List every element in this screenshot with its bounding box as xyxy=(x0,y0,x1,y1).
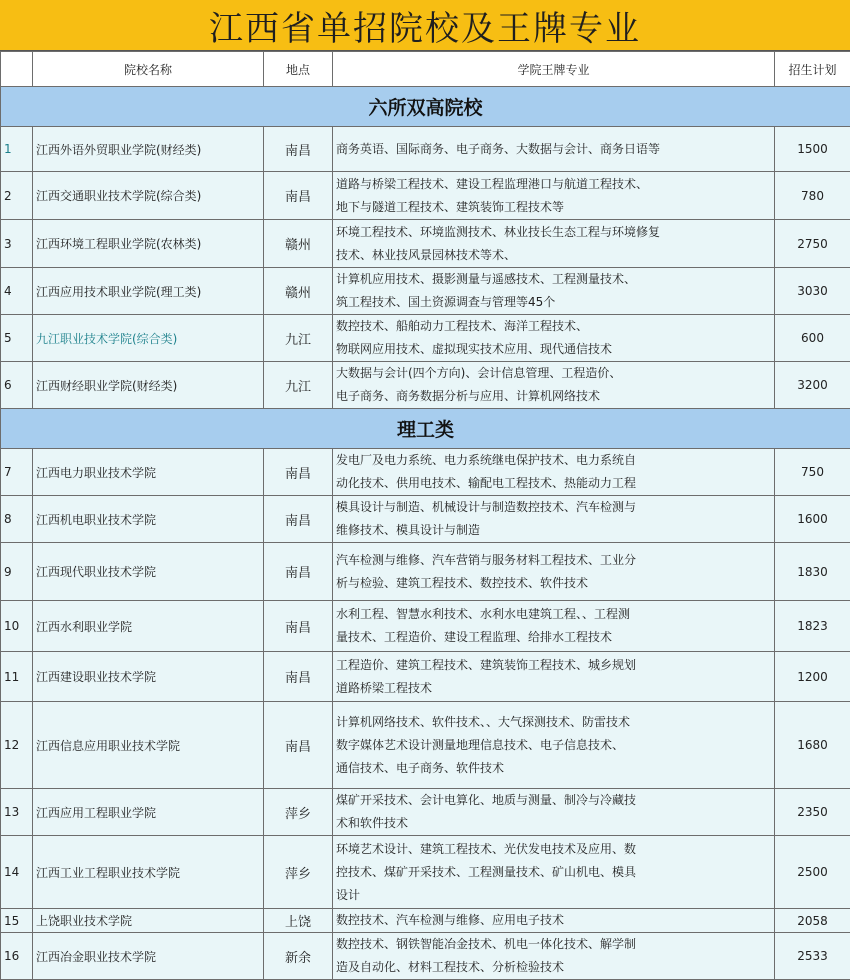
section-label: 理工类 xyxy=(1,409,850,449)
majors-cell xyxy=(333,601,775,652)
row-number: 11 xyxy=(1,652,33,702)
major-line: 计算机应用技术、摄影测量与遥感技术、工程测量技术、 xyxy=(336,268,774,291)
school-city: 南昌 xyxy=(264,496,333,543)
row-number: 8 xyxy=(1,496,33,543)
enrollment-plan: 3030 xyxy=(775,268,850,315)
row-number: 4 xyxy=(1,268,33,315)
enrollment-plan: 1200 xyxy=(775,652,850,702)
major-line: 地下与隧道工程技术、建筑装饰工程技术等 xyxy=(336,196,774,219)
major-line: 发电厂及电力系统、电力系统继电保护技术、电力系统自 xyxy=(336,449,774,472)
majors-cell xyxy=(333,449,775,496)
school-city: 萍乡 xyxy=(264,789,333,836)
major-line: 造及自动化、材料工程技术、分析检验技术 xyxy=(336,956,774,979)
table-row xyxy=(1,172,850,220)
major-line: 量技术、工程造价、建设工程监理、给排水工程技术 xyxy=(336,626,774,649)
row-number: 12 xyxy=(1,702,33,789)
school-city: 九江 xyxy=(264,362,333,409)
school-name: 江西财经职业学院(财经类) xyxy=(33,362,264,409)
header-row xyxy=(1,52,850,87)
header-name: 院校名称 xyxy=(33,52,264,87)
table-row xyxy=(1,933,850,980)
major-line: 计算机网络技术、软件技术、、大气探测技术、防雷技术 xyxy=(336,711,774,734)
table-row xyxy=(1,362,850,409)
row-number: 13 xyxy=(1,789,33,836)
section-row xyxy=(1,409,850,449)
school-city: 萍乡 xyxy=(264,836,333,909)
school-name: 江西电力职业技术学院 xyxy=(33,449,264,496)
school-name: 江西工业工程职业技术学院 xyxy=(33,836,264,909)
majors-cell xyxy=(333,315,775,362)
major-line: 通信技术、电子商务、软件技术 xyxy=(336,757,774,780)
school-name: 江西环境工程职业学院(农林类) xyxy=(33,220,264,268)
major-line: 道路与桥梁工程技术、建设工程监理港口与航道工程技术、 xyxy=(336,173,774,196)
major-line: 维修技术、模具设计与制造 xyxy=(336,519,774,542)
major-line: 水利工程、智慧水利技术、水利水电建筑工程、、工程测 xyxy=(336,603,774,626)
school-city: 赣州 xyxy=(264,220,333,268)
major-line: 控技术、煤矿开采技术、工程测量技术、矿山机电、模具 xyxy=(336,861,774,884)
major-line: 数控技术、钢铁智能冶金技术、机电一体化技术、解学制 xyxy=(336,933,774,956)
row-number: 10 xyxy=(1,601,33,652)
school-city: 南昌 xyxy=(264,449,333,496)
school-name: 江西冶金职业技术学院 xyxy=(33,933,264,980)
majors-cell xyxy=(333,496,775,543)
majors-cell xyxy=(333,789,775,836)
school-name: 江西交通职业技术学院(综合类) xyxy=(33,172,264,220)
major-line: 模具设计与制造、机械设计与制造数控技术、汽车检测与 xyxy=(336,496,774,519)
header-plan: 招生计划 xyxy=(775,52,850,87)
table-row xyxy=(1,909,850,933)
major-line: 数控技术、汽车检测与维修、应用电子技术 xyxy=(336,909,774,932)
enrollment-plan: 780 xyxy=(775,172,850,220)
table-row xyxy=(1,127,850,172)
school-name: 江西外语外贸职业学院(财经类) xyxy=(33,127,264,172)
table-row xyxy=(1,268,850,315)
enrollment-plan: 600 xyxy=(775,315,850,362)
school-city: 南昌 xyxy=(264,652,333,702)
table-row xyxy=(1,543,850,601)
enrollment-plan: 1680 xyxy=(775,702,850,789)
row-number: 1 xyxy=(1,127,33,172)
enrollment-plan: 1823 xyxy=(775,601,850,652)
enrollment-plan: 2058 xyxy=(775,909,850,933)
majors-cell xyxy=(333,836,775,909)
school-city: 九江 xyxy=(264,315,333,362)
enrollment-plan: 2750 xyxy=(775,220,850,268)
majors-cell xyxy=(333,702,775,789)
school-name: 江西现代职业技术学院 xyxy=(33,543,264,601)
major-line: 道路桥梁工程技术 xyxy=(336,677,774,700)
header-num xyxy=(1,52,33,87)
major-line: 术和软件技术 xyxy=(336,812,774,835)
row-number: 16 xyxy=(1,933,33,980)
section-label: 六所双高院校 xyxy=(1,87,850,127)
header-majors: 学院王牌专业 xyxy=(333,52,775,87)
major-line: 电子商务、商务数据分析与应用、计算机网络技术 xyxy=(336,385,774,408)
majors-cell xyxy=(333,268,775,315)
table-row xyxy=(1,836,850,909)
school-name: 上饶职业技术学院 xyxy=(33,909,264,933)
majors-cell xyxy=(333,172,775,220)
majors-cell xyxy=(333,220,775,268)
enrollment-plan: 2500 xyxy=(775,836,850,909)
major-line: 动化技术、供用电技术、输配电工程技术、热能动力工程 xyxy=(336,472,774,495)
major-line: 数字媒体艺术设计测量地理信息技术、电子信息技术、 xyxy=(336,734,774,757)
header-city: 地点 xyxy=(264,52,333,87)
enrollment-plan: 1600 xyxy=(775,496,850,543)
enrollment-plan: 3200 xyxy=(775,362,850,409)
major-line: 析与检验、建筑工程技术、数控技术、软件技术 xyxy=(336,572,774,595)
major-line: 环境工程技术、环境监测技术、林业技长生态工程与环境修复 xyxy=(336,221,774,244)
school-city: 南昌 xyxy=(264,702,333,789)
major-line: 物联网应用技术、虚拟现实技术应用、现代通信技术 xyxy=(336,338,774,361)
table-row xyxy=(1,652,850,702)
row-number: 2 xyxy=(1,172,33,220)
school-city: 南昌 xyxy=(264,601,333,652)
enrollment-plan: 2533 xyxy=(775,933,850,980)
major-line: 筑工程技术、国土资源调查与管理等45个 xyxy=(336,291,774,314)
row-number: 6 xyxy=(1,362,33,409)
major-line: 商务英语、国际商务、电子商务、大数据与会计、商务日语等 xyxy=(336,138,774,161)
enrollment-plan: 750 xyxy=(775,449,850,496)
table-row xyxy=(1,449,850,496)
schools-table xyxy=(0,51,850,980)
table-row xyxy=(1,702,850,789)
majors-cell xyxy=(333,362,775,409)
row-number: 5 xyxy=(1,315,33,362)
page-title: 江西省单招院校及王牌专业 xyxy=(0,0,850,51)
majors-cell xyxy=(333,652,775,702)
enrollment-plan: 1500 xyxy=(775,127,850,172)
table-row xyxy=(1,496,850,543)
enrollment-plan: 2350 xyxy=(775,789,850,836)
major-line: 设计 xyxy=(336,884,774,907)
school-city: 南昌 xyxy=(264,172,333,220)
major-line: 煤矿开采技术、会计电算化、地质与测量、制冷与冷藏技 xyxy=(336,789,774,812)
table-row xyxy=(1,789,850,836)
school-city: 上饶 xyxy=(264,909,333,933)
school-name: 九江职业技术学院(综合类) xyxy=(33,315,264,362)
majors-cell xyxy=(333,127,775,172)
row-number: 15 xyxy=(1,909,33,933)
school-name: 江西应用工程职业学院 xyxy=(33,789,264,836)
section-row xyxy=(1,87,850,127)
major-line: 汽车检测与维修、汽车营销与服务材料工程技术、工业分 xyxy=(336,549,774,572)
majors-cell xyxy=(333,543,775,601)
major-line: 技术、林业技风景园林技术等术、 xyxy=(336,244,774,267)
row-number: 9 xyxy=(1,543,33,601)
row-number: 3 xyxy=(1,220,33,268)
school-name: 江西水利职业学院 xyxy=(33,601,264,652)
major-line: 工程造价、建筑工程技术、建筑装饰工程技术、城乡规划 xyxy=(336,654,774,677)
table-row xyxy=(1,220,850,268)
table-row xyxy=(1,601,850,652)
school-name: 江西应用技术职业学院(理工类) xyxy=(33,268,264,315)
major-line: 环境艺术设计、建筑工程技术、光伏发电技术及应用、数 xyxy=(336,838,774,861)
majors-cell xyxy=(333,933,775,980)
school-city: 赣州 xyxy=(264,268,333,315)
major-line: 大数据与会计(四个方向)、会计信息管理、工程造价、 xyxy=(336,362,774,385)
school-name: 江西机电职业技术学院 xyxy=(33,496,264,543)
table-row xyxy=(1,315,850,362)
school-name: 江西建设职业技术学院 xyxy=(33,652,264,702)
enrollment-plan: 1830 xyxy=(775,543,850,601)
row-number: 14 xyxy=(1,836,33,909)
school-city: 南昌 xyxy=(264,127,333,172)
row-number: 7 xyxy=(1,449,33,496)
school-city: 新余 xyxy=(264,933,333,980)
major-line: 数控技术、船舶动力工程技术、海洋工程技术、 xyxy=(336,315,774,338)
majors-cell xyxy=(333,909,775,933)
school-city: 南昌 xyxy=(264,543,333,601)
school-name: 江西信息应用职业技术学院 xyxy=(33,702,264,789)
